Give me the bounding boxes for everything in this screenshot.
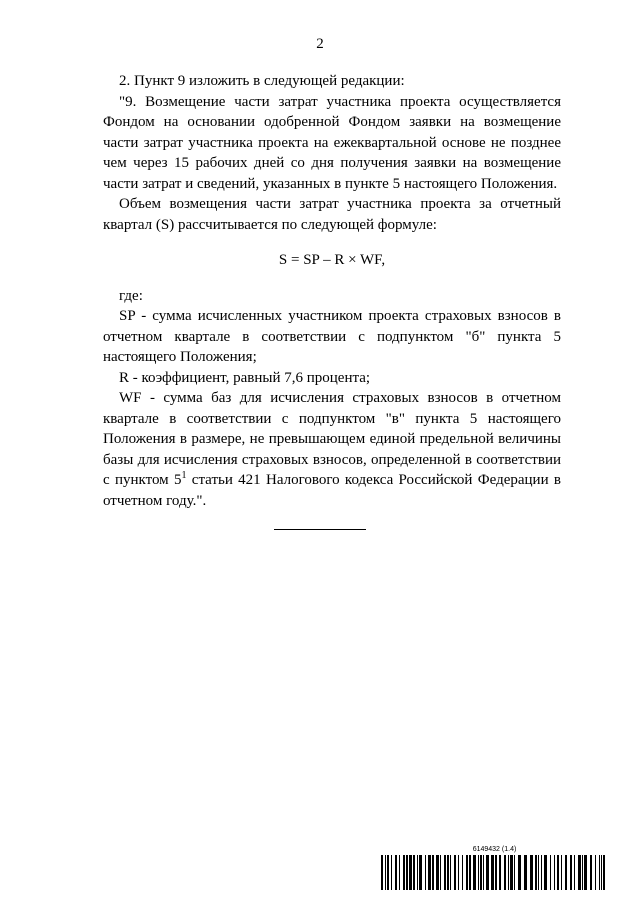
barcode-bar: [406, 855, 408, 890]
barcode-bar: [578, 855, 581, 890]
barcode-bar: [535, 855, 537, 890]
barcode-bar: [550, 855, 551, 890]
barcode-bar: [541, 855, 542, 890]
barcode-bar: [483, 855, 484, 890]
document-body: [103, 71, 561, 511]
where-label: где:: [119, 287, 143, 304]
barcode-bar: [425, 855, 426, 890]
definition-wf-text-end: статьи 421 Налогового кодекса Российской Федерации в отчетном году.".: [103, 472, 561, 509]
barcode-bar: [419, 855, 422, 890]
barcode-bar: [450, 855, 451, 890]
barcode-bar: [584, 855, 587, 890]
barcode-bar: [510, 855, 513, 890]
definition-r: R - коэффициент, равный 7,6 процента;: [119, 369, 371, 386]
barcode-bar: [436, 855, 439, 890]
barcode-bar: [381, 855, 383, 890]
barcode-bar: [387, 855, 389, 890]
paragraph-item-2: 2. Пункт 9 изложить в следующей редакции:: [119, 73, 405, 89]
barcode-bar: [473, 855, 476, 890]
barcode-bar: [561, 855, 562, 890]
barcode-bar: [599, 855, 600, 890]
barcode-bar: [538, 855, 539, 890]
barcode-bar: [557, 855, 559, 890]
barcode-bar: [385, 855, 386, 890]
barcode-bar: [469, 855, 471, 890]
barcode-bar: [590, 855, 592, 890]
barcode-bar: [495, 855, 497, 890]
barcode-bar: [391, 855, 392, 890]
barcode-bar: [454, 855, 456, 890]
barcode-bar: [514, 855, 515, 890]
barcode-number: 6149432 (1.4): [472, 846, 517, 853]
barcode-bar: [570, 855, 572, 890]
barcode-bar: [403, 855, 405, 890]
barcode-bar: [417, 855, 418, 890]
barcode-bar: [595, 855, 596, 890]
barcode-bar: [486, 855, 489, 890]
barcode-bar: [508, 855, 509, 890]
page-number: 2: [316, 36, 324, 52]
barcode-bar: [565, 855, 567, 890]
barcode-bar: [395, 855, 397, 890]
barcode-bar: [478, 855, 479, 890]
definition-wf: [103, 388, 561, 511]
barcode-bar: [544, 855, 547, 890]
barcode-bar: [582, 855, 583, 890]
barcode-bar: [554, 855, 555, 890]
barcode-bar: [458, 855, 459, 890]
barcode-icon: [381, 855, 608, 890]
barcode-bar: [480, 855, 482, 890]
barcode-bar: [428, 855, 431, 890]
barcode-bar: [603, 855, 605, 890]
barcode-bar: [524, 855, 527, 890]
barcode-bar: [466, 855, 468, 890]
barcode-bar: [432, 855, 434, 890]
definition-sp: SP - сумма исчисленных участником проекта страховых взносов в отчетном квартале в соответствии с подпунктом "б" пункта 5 настоящего Положения;: [103, 308, 561, 365]
barcode-bar: [530, 855, 533, 890]
barcode-bar: [601, 855, 602, 890]
barcode-bar: [462, 855, 463, 890]
barcode-bar: [491, 855, 494, 890]
definition-wf-text: WF - сумма баз для исчисления страховых взносов в отчетном квартале в соответствии с подпунктом "в" пункта 5 настоящего Положения в размере, не превышающем единой предельной величины базы для исчисления страховых взносов, определенной в соответствии с пунктом 5: [103, 390, 561, 488]
separator-line: [274, 529, 366, 530]
barcode-bar: [499, 855, 501, 890]
barcode-bar: [440, 855, 441, 890]
formula: S = SP – R × WF,: [278, 252, 386, 268]
barcode-bar: [447, 855, 449, 890]
barcode-bar: [504, 855, 506, 890]
superscript: 1: [181, 470, 187, 481]
barcode-block: [381, 846, 608, 890]
barcode-bar: [399, 855, 400, 890]
paragraph-item-9: "9. Возмещение части затрат участника проекта осуществляется Фондом на основании одобренной Фондом заявки на возмещение части затрат участника проекта на ежеквартальной основе не позднее чем через 15 рабочих дней со дня получения заявки на возмещение части затрат и сведений, указанных в пункте 5 настоящего Положения.: [103, 93, 561, 192]
barcode-bar: [409, 855, 412, 890]
barcode-bar: [444, 855, 446, 890]
paragraph-compensation-volume: Объем возмещения части затрат участника проекта за отчетный квартал (S) рассчитывается по следующей формуле:: [103, 196, 561, 233]
barcode-bar: [574, 855, 575, 890]
barcode-bar: [518, 855, 521, 890]
barcode-bar: [413, 855, 415, 890]
